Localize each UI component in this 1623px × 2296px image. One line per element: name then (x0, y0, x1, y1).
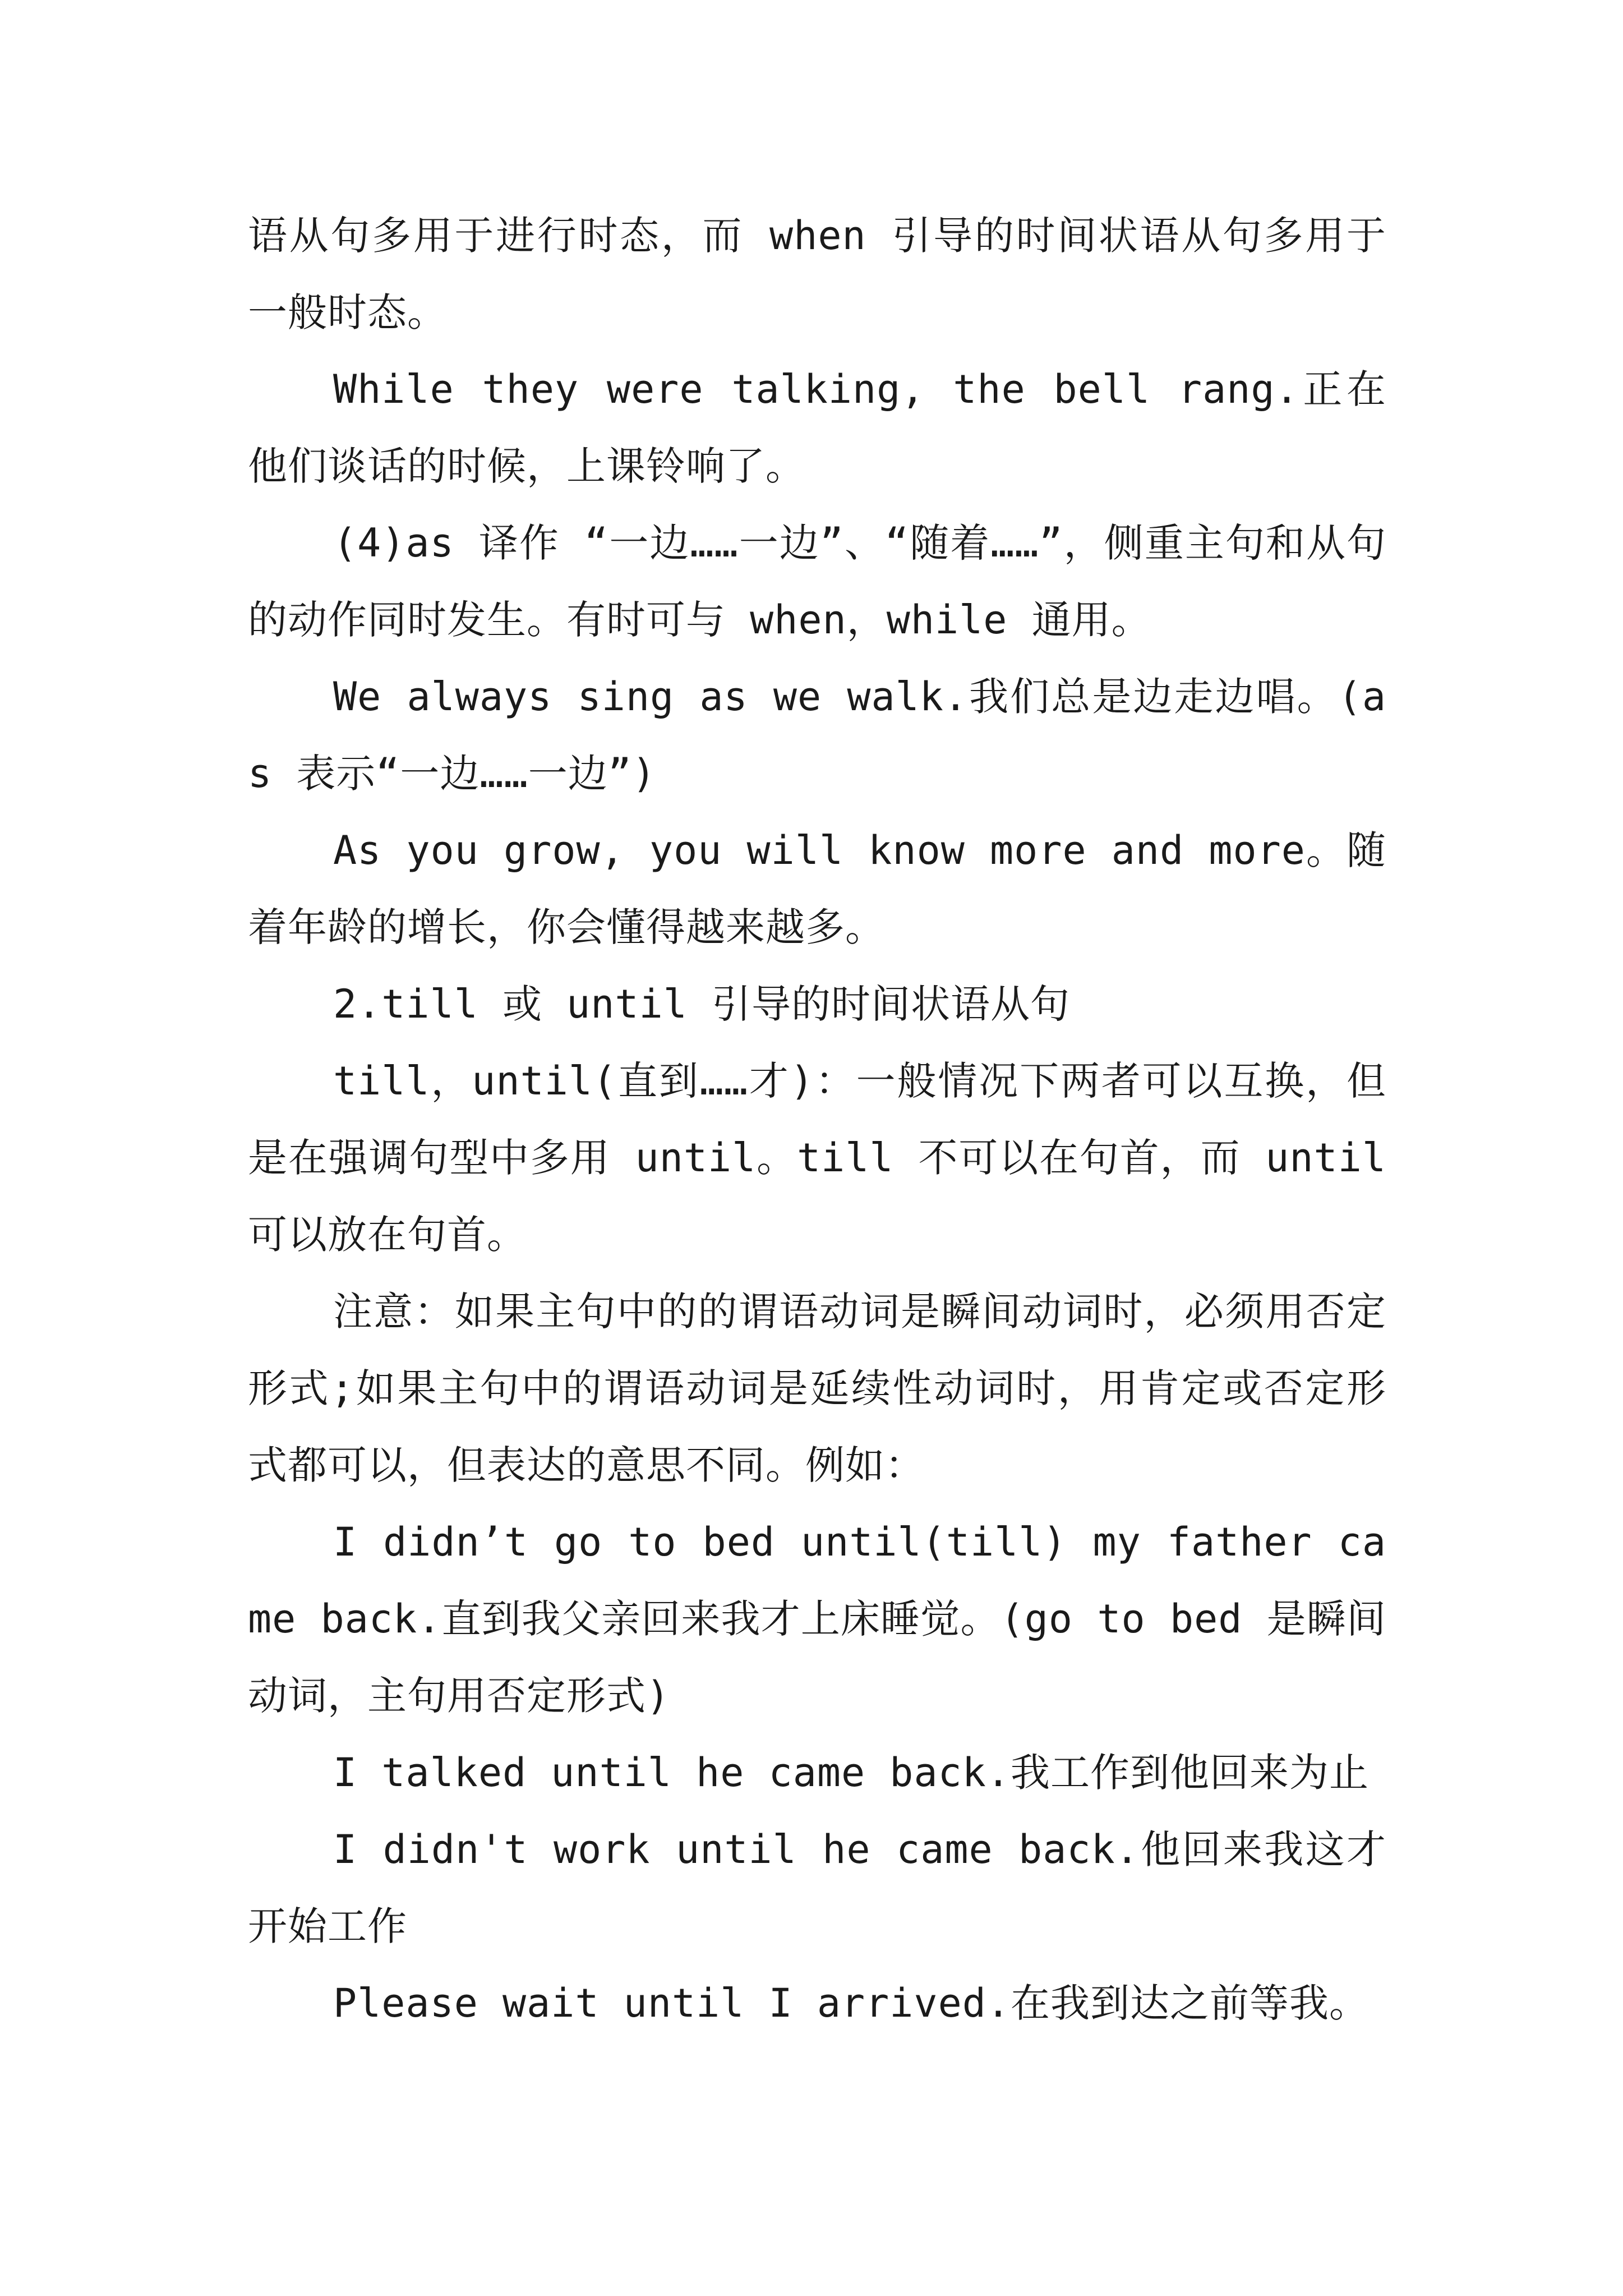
section-heading-till-until: 2.till 或 until 引导的时间状语从句 (333, 981, 1071, 1027)
example-work: I didn't work until he came back.他回来我这才开始工作 (248, 1826, 1386, 1949)
note-paragraph: 注意：如果主句中的的谓语动词是瞬间动词时，必须用否定形式;如果主句中的谓语动词是延续性动词时，用肯定或否定形式都可以，但表达的意思不同。例如： (248, 1289, 1386, 1488)
example-talked: I talked until he came back.我工作到他回来为止 (333, 1750, 1370, 1796)
example-go-to-bed: I didn’t go to bed until(till) my father came back.直到我父亲回来我才上床睡觉。(go to bed 是瞬间动词，主句用否定形式) (248, 1519, 1386, 1719)
example-wait: Please wait until I arrived.在我到达之前等我。 (333, 1980, 1370, 2026)
paragraph-continuation: 语从句多用于进行时态，而 when 引导的时间状语从句多用于一般时态。 (248, 213, 1386, 335)
rule-till-until: till，until(直到……才)：一般情况下两者可以互换，但是在强调句型中多用 until。till 不可以在句首，而 until 可以放在句首。 (248, 1058, 1386, 1258)
example-as-walk: We always sing as we walk.我们总是边走边唱。(as 表示“一边……一边”) (248, 674, 1386, 797)
example-while: While they were talking, the bell rang.正在他们谈话的时候，上课铃响了。 (248, 366, 1386, 489)
rule-as: (4)as 译作 “一边……一边”、“随着……”，侧重主句和从句的动作同时发生。有时可与 when，while 通用。 (248, 520, 1386, 643)
example-as-grow: As you grow, you will know more and more。随着年龄的增长，你会懂得越来越多。 (248, 827, 1386, 950)
document-body (248, 197, 1386, 2042)
